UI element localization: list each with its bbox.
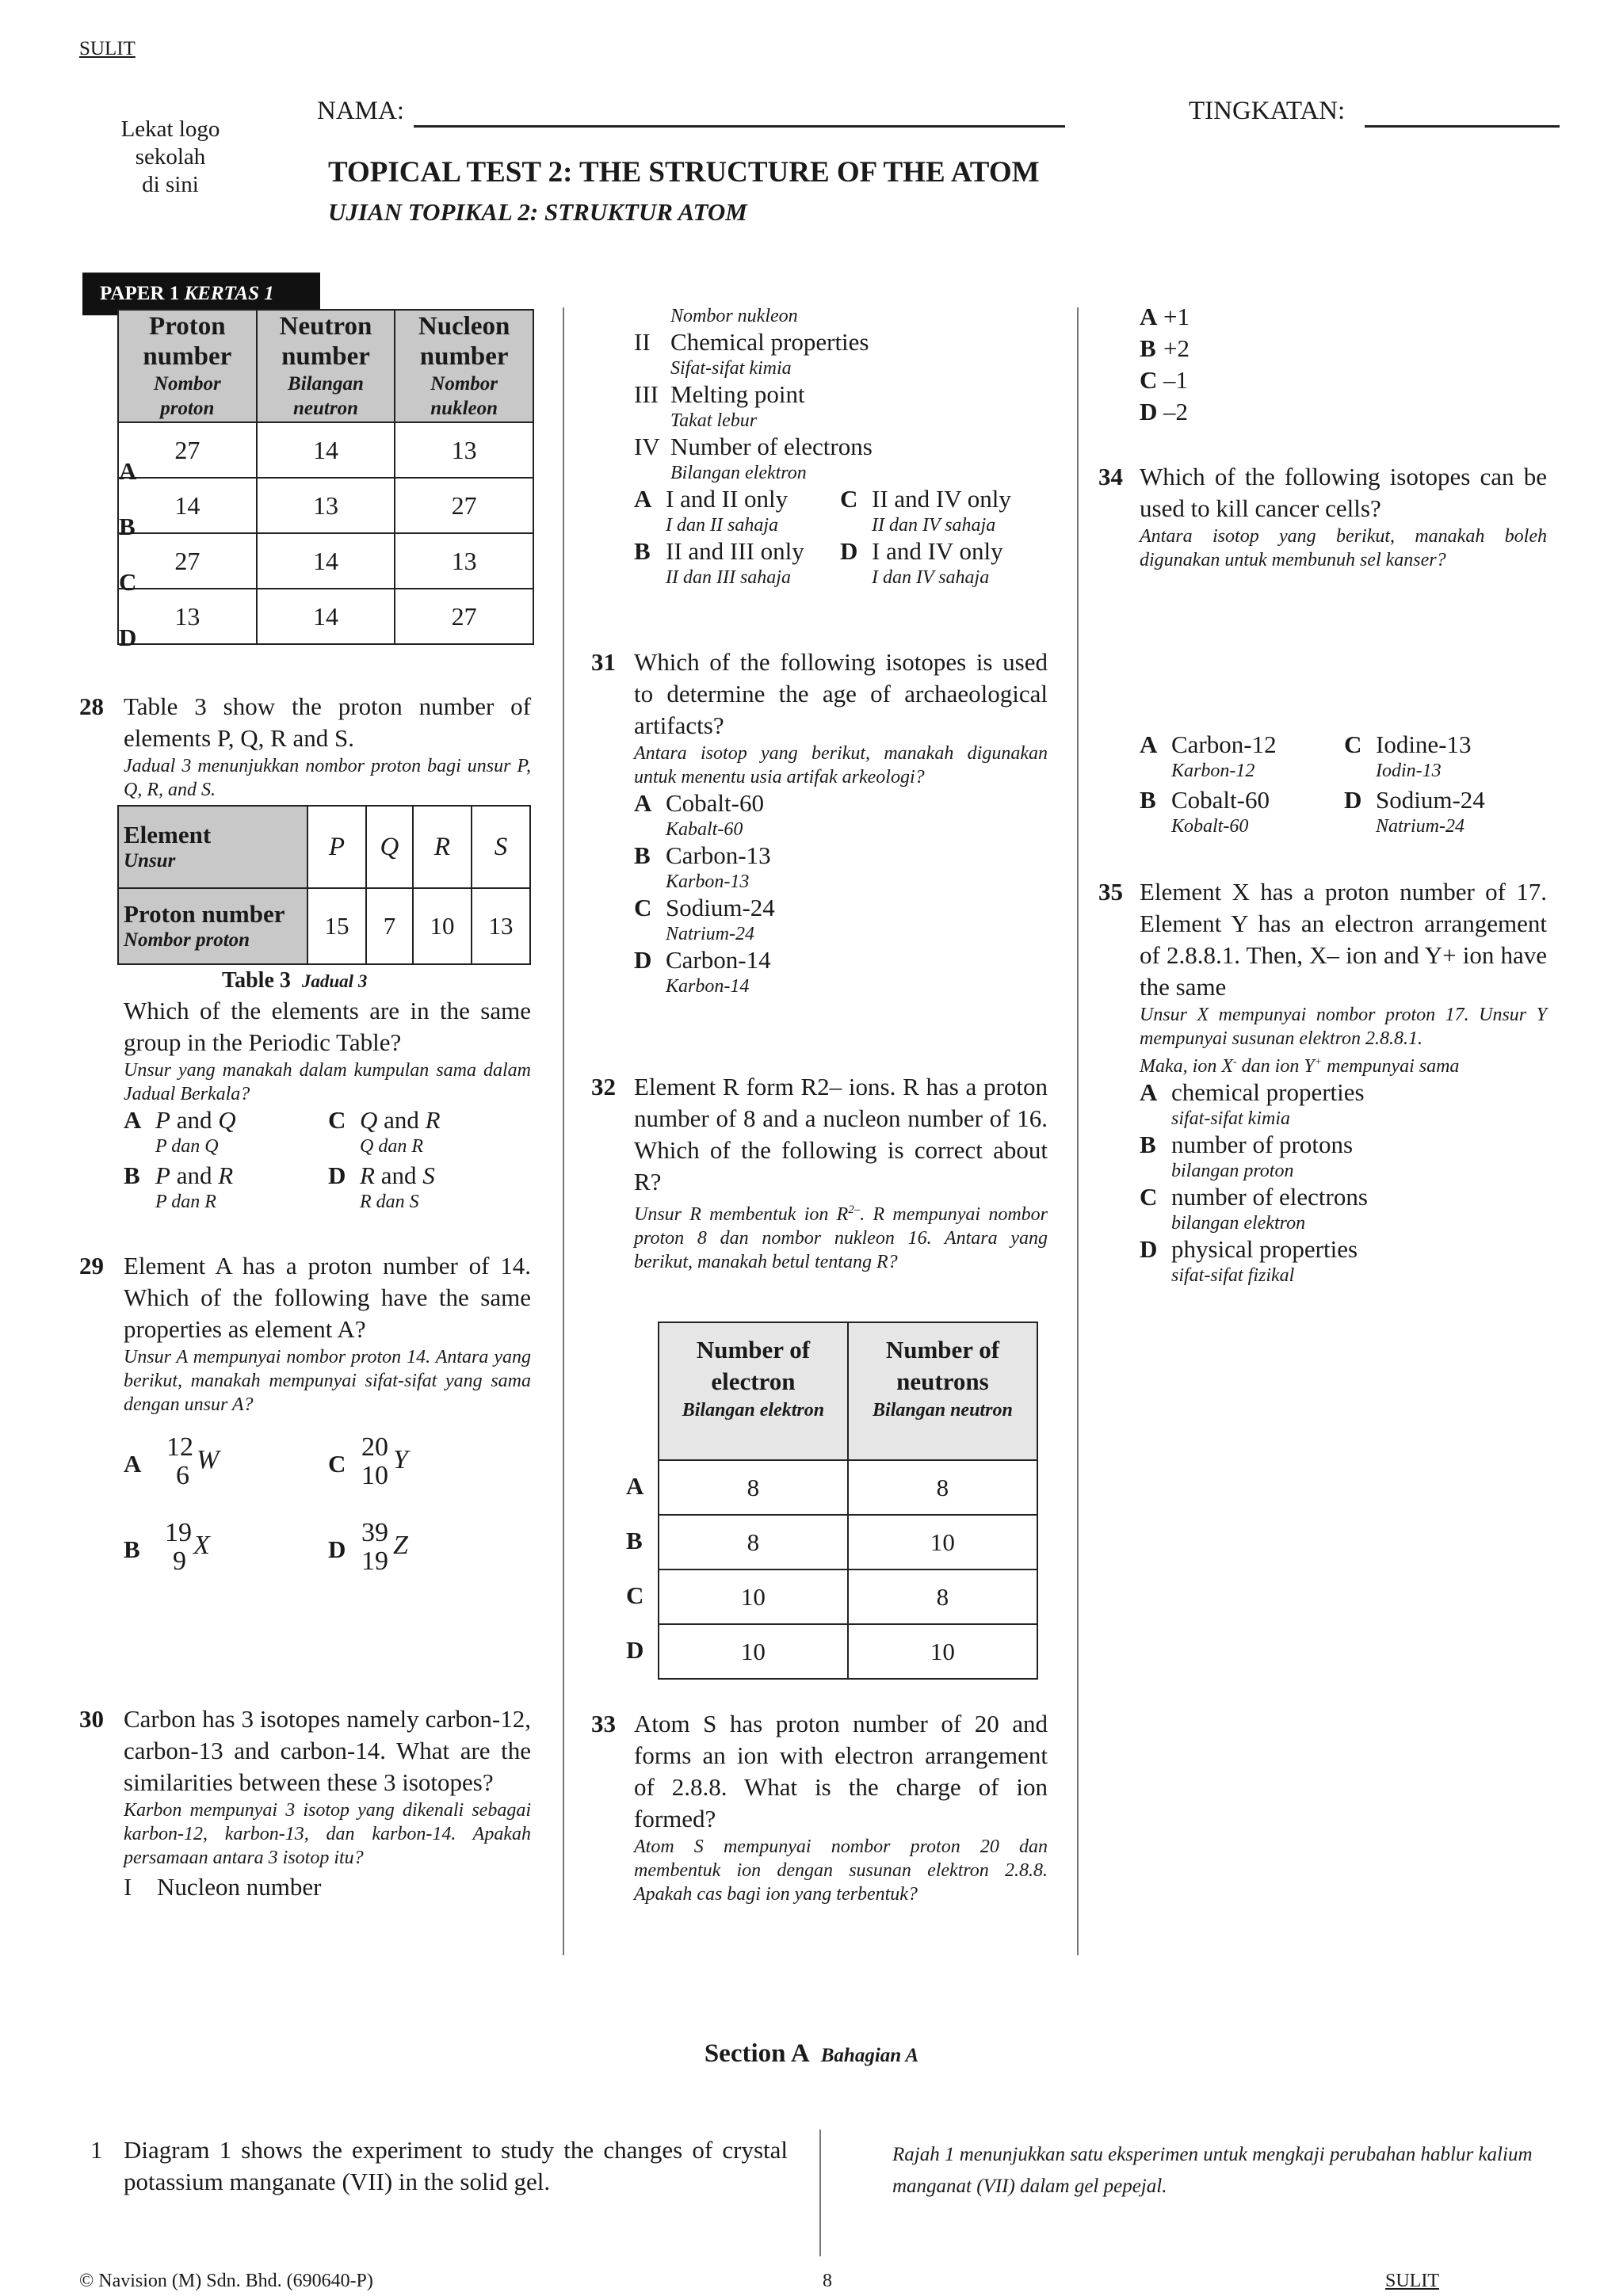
- table-cell: 13: [472, 888, 530, 964]
- option-text: II and IV only: [872, 485, 1011, 513]
- option[interactable]: [1140, 1183, 1547, 1235]
- option-b: S: [422, 1161, 435, 1189]
- option-key[interactable]: C: [626, 1581, 644, 1609]
- option[interactable]: [1344, 730, 1472, 783]
- option-translation: II dan III sahaja: [666, 567, 791, 588]
- translation-part: . R mempunyai nombor proton 8 dan nombor nukleon 16. Antara yang berikut, manakah betul tentang R?: [634, 1204, 1048, 1272]
- table-cell: 8: [848, 1569, 1037, 1624]
- option-key: A: [124, 1106, 142, 1134]
- header-line: Unsur: [124, 850, 176, 871]
- option[interactable]: [1140, 730, 1344, 783]
- header-line: proton: [160, 398, 215, 419]
- option-key: B: [124, 1161, 140, 1189]
- proton-number: 19: [361, 1547, 388, 1576]
- table-cell: 14: [118, 478, 257, 533]
- question-text: Which of the elements are in the same group in the Periodic Table?: [124, 997, 531, 1056]
- translation-superscript: 2–: [848, 1203, 861, 1216]
- logo-line: di sini: [142, 172, 199, 197]
- q29-option-a[interactable]: [124, 1432, 282, 1496]
- option[interactable]: [840, 485, 1011, 537]
- question-number: 32: [591, 1073, 616, 1100]
- table-cell: R: [413, 806, 472, 888]
- statement-item: [124, 1873, 531, 1901]
- nama-field[interactable]: [414, 125, 1065, 128]
- option-translation: R dan S: [360, 1192, 419, 1212]
- header-line: Element: [124, 821, 212, 849]
- question-translation: Unsur X mempunyai nombor proton 17. Unsur Y mempunyai susunan elektron 2.8.8.1.: [1140, 1005, 1547, 1049]
- option-and: and: [384, 1106, 419, 1134]
- question-number: 35: [1098, 878, 1123, 906]
- option-key[interactable]: B: [119, 513, 136, 540]
- caption-ms: Jadual 3: [301, 971, 368, 991]
- question-translation: Unsur yang manakah dalam kumpulan sama dalam Jadual Berkala?: [124, 1060, 531, 1104]
- option-translation: bilangan proton: [1171, 1161, 1294, 1181]
- nucleon-number: 20: [361, 1432, 388, 1462]
- translation-superscript: -: [1232, 1056, 1237, 1068]
- table-row: [659, 1624, 1037, 1679]
- table-cell: 27: [395, 589, 533, 644]
- table-cell: 8: [659, 1515, 848, 1569]
- option[interactable]: [1140, 366, 1190, 395]
- option-text: II and III only: [666, 537, 804, 565]
- option-text: Iodine-13: [1376, 730, 1472, 758]
- logo-line: Lekat logo: [120, 116, 220, 142]
- table-cell: 13: [395, 422, 533, 478]
- translation-part: mempunyai sama: [1322, 1056, 1460, 1077]
- q28-table: [117, 805, 531, 965]
- option-key[interactable]: C: [119, 568, 137, 596]
- table-row: [118, 888, 530, 964]
- question-text: Atom S has proton number of 20 and forms an ion with electron arrangement of 2.8.8. What is the charge of ion formed?: [634, 1710, 1048, 1833]
- option[interactable]: [634, 841, 1048, 894]
- option-translation: P dan Q: [155, 1136, 219, 1157]
- statement-number: I: [124, 1873, 132, 1901]
- nama-label: NAMA:: [317, 97, 405, 125]
- option-translation: Karbon-12: [1171, 761, 1255, 781]
- option[interactable]: [328, 1106, 441, 1158]
- option[interactable]: [1140, 786, 1344, 838]
- option-and: and: [380, 1161, 417, 1189]
- header-line: neutrons: [896, 1367, 989, 1395]
- option-key: B: [124, 1535, 140, 1563]
- option-text: Cobalt-60: [666, 789, 764, 817]
- question-31: [591, 646, 1048, 998]
- option-translation: Kobalt-60: [1171, 816, 1249, 837]
- q28-table-wrap: [117, 805, 531, 965]
- table-header-row: [659, 1322, 1037, 1460]
- question-number: 1: [90, 2136, 103, 2164]
- option-key: B: [1140, 786, 1156, 814]
- table-cell: P: [307, 806, 366, 888]
- question-translation: Unsur A mempunyai nombor proton 14. Antara yang berikut, manakah mempunyai sifat-sifat yang sama dengan unsur A?: [124, 1347, 531, 1415]
- table-row: [118, 589, 533, 644]
- table-header: [848, 1322, 1037, 1460]
- option-key: D: [634, 946, 652, 974]
- option-key: C: [634, 894, 652, 921]
- option-key: C: [328, 1106, 346, 1134]
- nucleon-number: 39: [361, 1518, 388, 1547]
- header-line: Nombor: [153, 373, 221, 395]
- option[interactable]: [1140, 1078, 1547, 1131]
- option-key: D: [1140, 1235, 1158, 1263]
- table-cell: 10: [659, 1624, 848, 1679]
- option-text: +1: [1163, 303, 1190, 330]
- option[interactable]: [124, 1161, 328, 1214]
- statement-translation: Nombor nukleon: [670, 306, 798, 326]
- header-line: electron: [711, 1367, 796, 1395]
- option-translation: P dan R: [155, 1192, 216, 1212]
- header-line: Proton: [149, 312, 226, 341]
- table-cell: 14: [257, 589, 395, 644]
- question-translation: Antara isotop yang berikut, manakah digunakan untuk menentu usia artifak arkeologi?: [634, 743, 1048, 788]
- table-row: [659, 1460, 1037, 1515]
- question-text: Carbon has 3 isotopes namely carbon-12, carbon-13 and carbon-14. What are the similarities between these 3 isotopes?: [124, 1705, 531, 1796]
- option-text: Sodium-24: [1376, 786, 1485, 814]
- paper-label-en: PAPER 1: [100, 283, 180, 304]
- table-cell: 27: [118, 422, 257, 478]
- option-text: Sodium-24: [666, 894, 775, 921]
- header-line: number: [143, 342, 232, 371]
- column-divider: [819, 2130, 821, 2256]
- header-line: Bilangan elektron: [682, 1400, 825, 1421]
- q34-options: [1140, 730, 1547, 838]
- option-text: –2: [1163, 398, 1188, 425]
- q28-sub-question: [124, 995, 531, 1106]
- header-line: Number of: [885, 1336, 1000, 1363]
- table-row: [118, 806, 530, 888]
- column-divider: [1077, 307, 1079, 1955]
- option[interactable]: [1140, 303, 1190, 331]
- option-text: Cobalt-60: [1171, 786, 1270, 814]
- translation-part: Maka, ion X: [1140, 1056, 1233, 1077]
- option[interactable]: [634, 485, 840, 537]
- question-1: [90, 2134, 788, 2198]
- option-key: D: [328, 1161, 346, 1189]
- statement-translation: Sifat-sifat kimia: [670, 358, 792, 379]
- option-text: I and II only: [666, 485, 789, 513]
- option-translation: I dan IV sahaja: [872, 567, 990, 588]
- table-cell: 14: [257, 422, 395, 478]
- option-translation: I dan II sahaja: [666, 515, 778, 536]
- option[interactable]: [634, 537, 840, 589]
- table-cell: Q: [366, 806, 413, 888]
- option-key[interactable]: A: [119, 457, 137, 485]
- option-key: C: [328, 1450, 346, 1478]
- table-cell: 10: [659, 1569, 848, 1624]
- option-key: C: [1344, 730, 1362, 758]
- table-cell: 15: [307, 888, 366, 964]
- header-line: Neutron: [279, 312, 372, 341]
- statement-item: [634, 328, 1046, 357]
- question-translation: [634, 1198, 1048, 1274]
- table-cell: 8: [659, 1460, 848, 1515]
- option-text: number of electrons: [1171, 1183, 1368, 1211]
- logo-line: sekolah: [135, 144, 206, 170]
- q32-table-wrap: [658, 1322, 1038, 1680]
- option-key: D: [1344, 786, 1362, 814]
- q30-continued: [634, 304, 1046, 589]
- option-text: Carbon-12: [1171, 730, 1277, 758]
- option-translation: Karbon-13: [666, 871, 750, 892]
- question-translation: Karbon mempunyai 3 isotop yang dikenali sebagai karbon-12, karbon-13, dan karbon-14. Apakah persamaan antara 3 isotop itu?: [124, 1800, 531, 1868]
- option-key[interactable]: D: [626, 1636, 644, 1664]
- option-translation: Karbon-14: [666, 976, 750, 997]
- option-text: +2: [1163, 334, 1190, 362]
- option[interactable]: [1140, 1235, 1547, 1287]
- question-number: 29: [79, 1252, 104, 1280]
- option-text: physical properties: [1171, 1235, 1358, 1263]
- table-caption: [222, 968, 367, 994]
- footer-sulit: SULIT: [1385, 2271, 1439, 2291]
- option[interactable]: [1140, 1131, 1547, 1183]
- table-cell: 7: [366, 888, 413, 964]
- question-text: Table 3 show the proton number of elements P, Q, R and S.: [124, 692, 531, 752]
- statement-translation: Bilangan elektron: [670, 463, 807, 483]
- question-translation: Rajah 1 menunjukkan satu eksperimen untuk mengkaji perubahan hablur kalium manganat (VII) dalam gel pepejal.: [892, 2144, 1533, 2197]
- nucleon-number: 12: [166, 1432, 193, 1462]
- question-text: Which of the following isotopes is used to determine the age of archaeological artifacts?: [634, 648, 1048, 739]
- option-b: R: [218, 1161, 234, 1189]
- option[interactable]: [328, 1161, 435, 1214]
- option-text: chemical properties: [1171, 1078, 1365, 1106]
- table-row: [118, 422, 533, 478]
- option-translation: Kabalt-60: [666, 819, 743, 840]
- header-line: number: [419, 342, 509, 371]
- question-number: 28: [79, 692, 104, 720]
- option[interactable]: [1140, 334, 1190, 363]
- title-ms: UJIAN TOPIKAL 2: STRUKTUR ATOM: [328, 198, 747, 226]
- section-heading: [0, 2039, 1623, 2069]
- question-translation: Antara isotop yang berikut, manakah boleh digunakan untuk membunuh sel kanser?: [1140, 526, 1547, 570]
- option-key[interactable]: B: [626, 1527, 643, 1554]
- option[interactable]: [634, 894, 1048, 946]
- table-cell: 8: [848, 1460, 1037, 1515]
- option-translation: sifat-sifat kimia: [1171, 1108, 1290, 1129]
- question-1-translation: [892, 2139, 1558, 2203]
- table-row: [659, 1569, 1037, 1624]
- tingkatan-field[interactable]: [1365, 125, 1560, 128]
- section-title: Section A: [704, 2039, 810, 2068]
- header-line: Nombor proton: [124, 929, 250, 951]
- header-line: Nombor: [430, 373, 498, 395]
- statement-translation: Takat lebur: [670, 410, 758, 431]
- header-line: Bilangan: [288, 373, 364, 395]
- table-cell: 27: [118, 533, 257, 589]
- question-text: Diagram 1 shows the experiment to study the changes of crystal potassium manganate (VII) in the solid gel.: [124, 2136, 788, 2195]
- option-text: I and IV only: [872, 537, 1003, 565]
- option-key: C: [1140, 1183, 1158, 1211]
- element-symbol: W: [197, 1445, 220, 1474]
- option-key: B: [1140, 334, 1156, 362]
- option-key: A: [124, 1450, 142, 1478]
- option-translation: sifat-sifat fizikal: [1171, 1265, 1295, 1286]
- table-cell: 13: [118, 589, 257, 644]
- statement-number: III: [634, 380, 659, 408]
- option-translation: Natrium-24: [666, 924, 755, 944]
- table-header: [118, 888, 307, 964]
- question-number: 31: [591, 648, 616, 676]
- table-header: [257, 310, 395, 422]
- table-row: [659, 1515, 1037, 1569]
- table-header: [118, 806, 307, 888]
- table-cell: 10: [413, 888, 472, 964]
- table-cell: 13: [395, 533, 533, 589]
- option[interactable]: [1140, 398, 1190, 426]
- q27-options-table-wrap: [117, 309, 534, 645]
- q32-options-table: [658, 1322, 1038, 1680]
- sulit-top: SULIT: [79, 38, 136, 59]
- question-number: 33: [591, 1710, 616, 1737]
- question-33: [591, 1708, 1048, 1906]
- table-header-row: [118, 310, 533, 422]
- logo-placeholder: [95, 116, 246, 199]
- header-line: nukleon: [430, 398, 498, 419]
- option-key: B: [634, 841, 651, 869]
- option-translation: bilangan elektron: [1171, 1213, 1306, 1234]
- question-32: [591, 1071, 1048, 1274]
- question-translation: Jadual 3 menunjukkan nombor proton bagi unsur P, Q, R, and S.: [124, 756, 531, 800]
- element-symbol: Z: [393, 1531, 408, 1560]
- statement-text: Nucleon number: [157, 1873, 322, 1901]
- proton-number: 6: [176, 1461, 189, 1490]
- option-a: Q: [360, 1106, 378, 1134]
- option-and: and: [176, 1161, 212, 1189]
- proton-number: 10: [361, 1461, 388, 1490]
- q27-options-table: [117, 309, 534, 645]
- option-key[interactable]: A: [626, 1472, 644, 1500]
- paper-label-ms: KERTAS 1: [184, 283, 274, 304]
- q33-options: [1140, 303, 1190, 426]
- option-and: and: [176, 1106, 212, 1134]
- title-en: TOPICAL TEST 2: THE STRUCTURE OF THE ATOM: [328, 156, 1040, 189]
- option-translation: Iodin-13: [1376, 761, 1442, 781]
- question-number: 34: [1098, 463, 1123, 490]
- option-text: –1: [1163, 366, 1188, 394]
- option-a: P: [155, 1161, 170, 1189]
- table-cell: 10: [848, 1515, 1037, 1569]
- option-text: Carbon-14: [666, 946, 771, 974]
- option-translation: Natrium-24: [1376, 816, 1465, 837]
- option[interactable]: [634, 789, 1048, 841]
- statement-item: [634, 433, 1046, 461]
- table-header: [395, 310, 533, 422]
- option-text: Carbon-13: [666, 841, 771, 869]
- page-number: 8: [823, 2271, 832, 2291]
- table-cell: 14: [257, 533, 395, 589]
- nucleon-number: 19: [165, 1518, 192, 1547]
- element-symbol: Y: [393, 1445, 408, 1474]
- header-line: Bilangan neutron: [873, 1400, 1013, 1421]
- option[interactable]: [840, 537, 1003, 589]
- header-line: Number of: [696, 1336, 811, 1363]
- question-34: [1098, 461, 1547, 572]
- option[interactable]: [124, 1106, 328, 1158]
- q29-option-b[interactable]: [124, 1518, 282, 1581]
- q29-option-d[interactable]: [328, 1518, 487, 1581]
- option-a: R: [360, 1161, 375, 1189]
- q28-options: [124, 1106, 531, 1214]
- statement-text: Number of electrons: [670, 433, 873, 460]
- statement-number: IV: [634, 433, 660, 460]
- option-key: D: [840, 537, 858, 565]
- option[interactable]: [634, 946, 1048, 998]
- option-key[interactable]: D: [119, 624, 137, 651]
- question-text: Which of the following isotopes can be used to kill cancer cells?: [1140, 463, 1547, 522]
- statement-number: II: [634, 328, 651, 356]
- question-35: [1098, 876, 1547, 1287]
- option-key: D: [1140, 398, 1158, 425]
- option-translation: Q dan R: [360, 1136, 423, 1157]
- statement-item: [634, 380, 1046, 409]
- question-30: [79, 1703, 531, 1901]
- question-text: Element R form R2– ions. R has a proton number of 8 and a nucleon number of 16. Which of the following is correct about R?: [634, 1073, 1048, 1196]
- footer-copyright: © Navision (M) Sdn. Bhd. (690640-P): [79, 2271, 373, 2291]
- header-line: Proton number: [124, 900, 285, 928]
- option-key: A: [634, 485, 652, 513]
- option-key: A: [1140, 303, 1158, 330]
- option-key: D: [328, 1535, 346, 1563]
- question-translation: Atom S mempunyai nombor proton 20 dan membentuk ion dengan susunan elektron 2.8.8. Apakah cas bagi ion yang terbentuk?: [634, 1836, 1048, 1905]
- question-number: 30: [79, 1705, 104, 1733]
- option-key: B: [634, 537, 651, 565]
- option-b: R: [425, 1106, 441, 1134]
- option-key: B: [1140, 1131, 1156, 1158]
- option-key: A: [634, 789, 652, 817]
- table-cell: 13: [257, 478, 395, 533]
- table-row: [118, 478, 533, 533]
- translation-superscript: +: [1314, 1056, 1323, 1068]
- option-b: Q: [218, 1106, 236, 1134]
- proton-number: 9: [173, 1547, 186, 1576]
- question-translation: [1140, 1051, 1547, 1078]
- option[interactable]: [1344, 786, 1485, 838]
- option-key: A: [1140, 730, 1158, 758]
- header-line: neutron: [292, 398, 358, 419]
- option-text: number of protons: [1171, 1131, 1354, 1158]
- table-cell: S: [472, 806, 530, 888]
- translation-part: dan ion Y: [1236, 1056, 1315, 1077]
- element-symbol: X: [193, 1531, 210, 1560]
- statement-text: Chemical properties: [670, 328, 869, 356]
- header-line: Nucleon: [418, 312, 510, 341]
- question-text: Element X has a proton number of 17. Element Y has an electron arrangement of 2.8.8.1. Then, X– ion and Y+ ion have the same: [1140, 878, 1547, 1001]
- option-key: A: [1140, 1078, 1158, 1106]
- option-a: P: [155, 1106, 170, 1134]
- question-29: [79, 1250, 531, 1417]
- table-header: [659, 1322, 848, 1460]
- question-28: [79, 691, 531, 802]
- table-cell: 27: [395, 478, 533, 533]
- caption-en: Table 3: [222, 968, 291, 993]
- option-key: C: [1140, 366, 1158, 394]
- tingkatan-label: TINGKATAN:: [1189, 97, 1346, 125]
- q29-option-c[interactable]: [328, 1432, 487, 1496]
- option-key: C: [840, 485, 858, 513]
- translation-part: Unsur R membentuk ion R: [634, 1204, 849, 1225]
- option-translation: II dan IV sahaja: [872, 515, 996, 536]
- column-divider: [563, 307, 564, 1955]
- header-line: number: [281, 342, 370, 371]
- statement-text: Melting point: [670, 380, 805, 408]
- table-header: [118, 310, 257, 422]
- table-row: [118, 533, 533, 589]
- question-text: Element A has a proton number of 14. Which of the following have the same properties as element A?: [124, 1252, 531, 1343]
- section-title-ms: Bahagian A: [820, 2045, 919, 2066]
- table-cell: 10: [848, 1624, 1037, 1679]
